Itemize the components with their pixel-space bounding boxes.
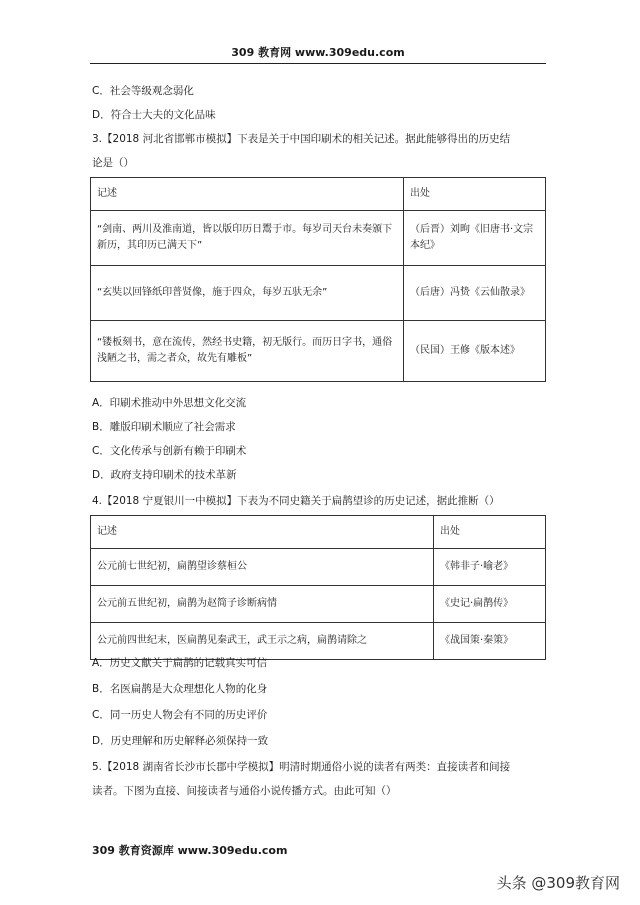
table-header-cell: 出处 xyxy=(434,516,546,549)
q4-option-c: C．同一历史人物会有不同的历史评价 xyxy=(92,709,268,721)
q2-option-d: D．符合士大夫的文化品味 xyxy=(92,109,216,121)
table-row xyxy=(91,549,546,586)
q5-stem-line2: 读者。下图为直接、间接读者与通俗小说传播方式。由此可知（） xyxy=(92,785,397,797)
page-header: 309 教育网 www.309edu.com xyxy=(90,44,546,64)
q3-stem-line1: 3.【2018 河北省邯郸市模拟】下表是关于中国印刷术的相关记述。据此能够得出的历史结 xyxy=(92,133,511,145)
table-cell: 公元前五世纪初，扁鹊为赵简子诊断病情 xyxy=(91,586,434,623)
table-header-cell: 记述 xyxy=(91,178,404,211)
table-cell: （后晋）刘昫《旧唐书·文宗本纪》 xyxy=(404,211,546,266)
table-header-cell: 记述 xyxy=(91,516,434,549)
q3-option-a: A．印刷术推动中外思想文化交流 xyxy=(92,397,247,409)
table-cell: （后唐）冯贽《云仙散录》 xyxy=(404,266,546,321)
q4-option-d: D．历史理解和历史解释必须保持一致 xyxy=(92,735,269,747)
q4-table xyxy=(90,515,546,660)
table-cell: 《史记·扁鹊传》 xyxy=(434,586,546,623)
q5-stem-line1: 5.【2018 湖南省长沙市长郡中学模拟】明清时期通俗小说的读者有两类：直接读者和间接 xyxy=(92,761,511,773)
table-cell: “剑南、两川及淮南道，皆以版印历日鬻于市。每岁司天台未奏颁下新历，其印历已满天下” xyxy=(91,211,404,266)
table-row xyxy=(91,266,546,321)
table-cell: 《韩非子·喻老》 xyxy=(434,549,546,586)
page-footer: 309 教育资源库 www.309edu.com xyxy=(92,844,288,857)
q4-option-a: A．历史文献关于扁鹊的记载真实可信 xyxy=(92,657,268,669)
q3-option-c: C．文化传承与创新有赖于印刷术 xyxy=(92,445,247,457)
table-cell: 《战国策·秦策》 xyxy=(434,623,546,660)
q3-option-b: B．雕版印刷术顺应了社会需求 xyxy=(92,421,236,433)
table-cell: （民国）王修《版本述》 xyxy=(404,321,546,382)
table-cell: 公元前七世纪初，扁鹊望诊蔡桓公 xyxy=(91,549,434,586)
table-row xyxy=(91,586,546,623)
table-row xyxy=(91,321,546,382)
q3-stem-line2: 论是（） xyxy=(92,157,134,169)
table-cell: 公元前四世纪末，医扁鹊见秦武王，武王示之病，扁鹊请除之 xyxy=(91,623,434,660)
q3-table xyxy=(90,177,546,382)
q4-option-b: B．名医扁鹊是大众理想化人物的化身 xyxy=(92,683,268,695)
table-row xyxy=(91,623,546,660)
table-header-cell: 出处 xyxy=(404,178,546,211)
q4-stem-line1: 4.【2018 宁夏银川一中模拟】下表为不同史籍关于扁鹊望诊的历史记述，据此推断（） xyxy=(92,495,500,507)
table-cell: “镂板刻书，意在流传，然经书史籍，初无版行。而历日字书，通俗浅陋之书，需之者众，故先有雕板” xyxy=(91,321,404,382)
table-header-row xyxy=(91,178,546,211)
table-row xyxy=(91,211,546,266)
q3-option-d: D．政府支持印刷术的技术革新 xyxy=(92,469,237,481)
watermark: 头条 @309教育网 xyxy=(496,874,620,892)
table-cell: “玄奘以回锋纸印普贤像，施于四众，每岁五驮无余” xyxy=(91,266,404,321)
table-header-row xyxy=(91,516,546,549)
q2-option-c: C．社会等级观念弱化 xyxy=(92,85,194,97)
